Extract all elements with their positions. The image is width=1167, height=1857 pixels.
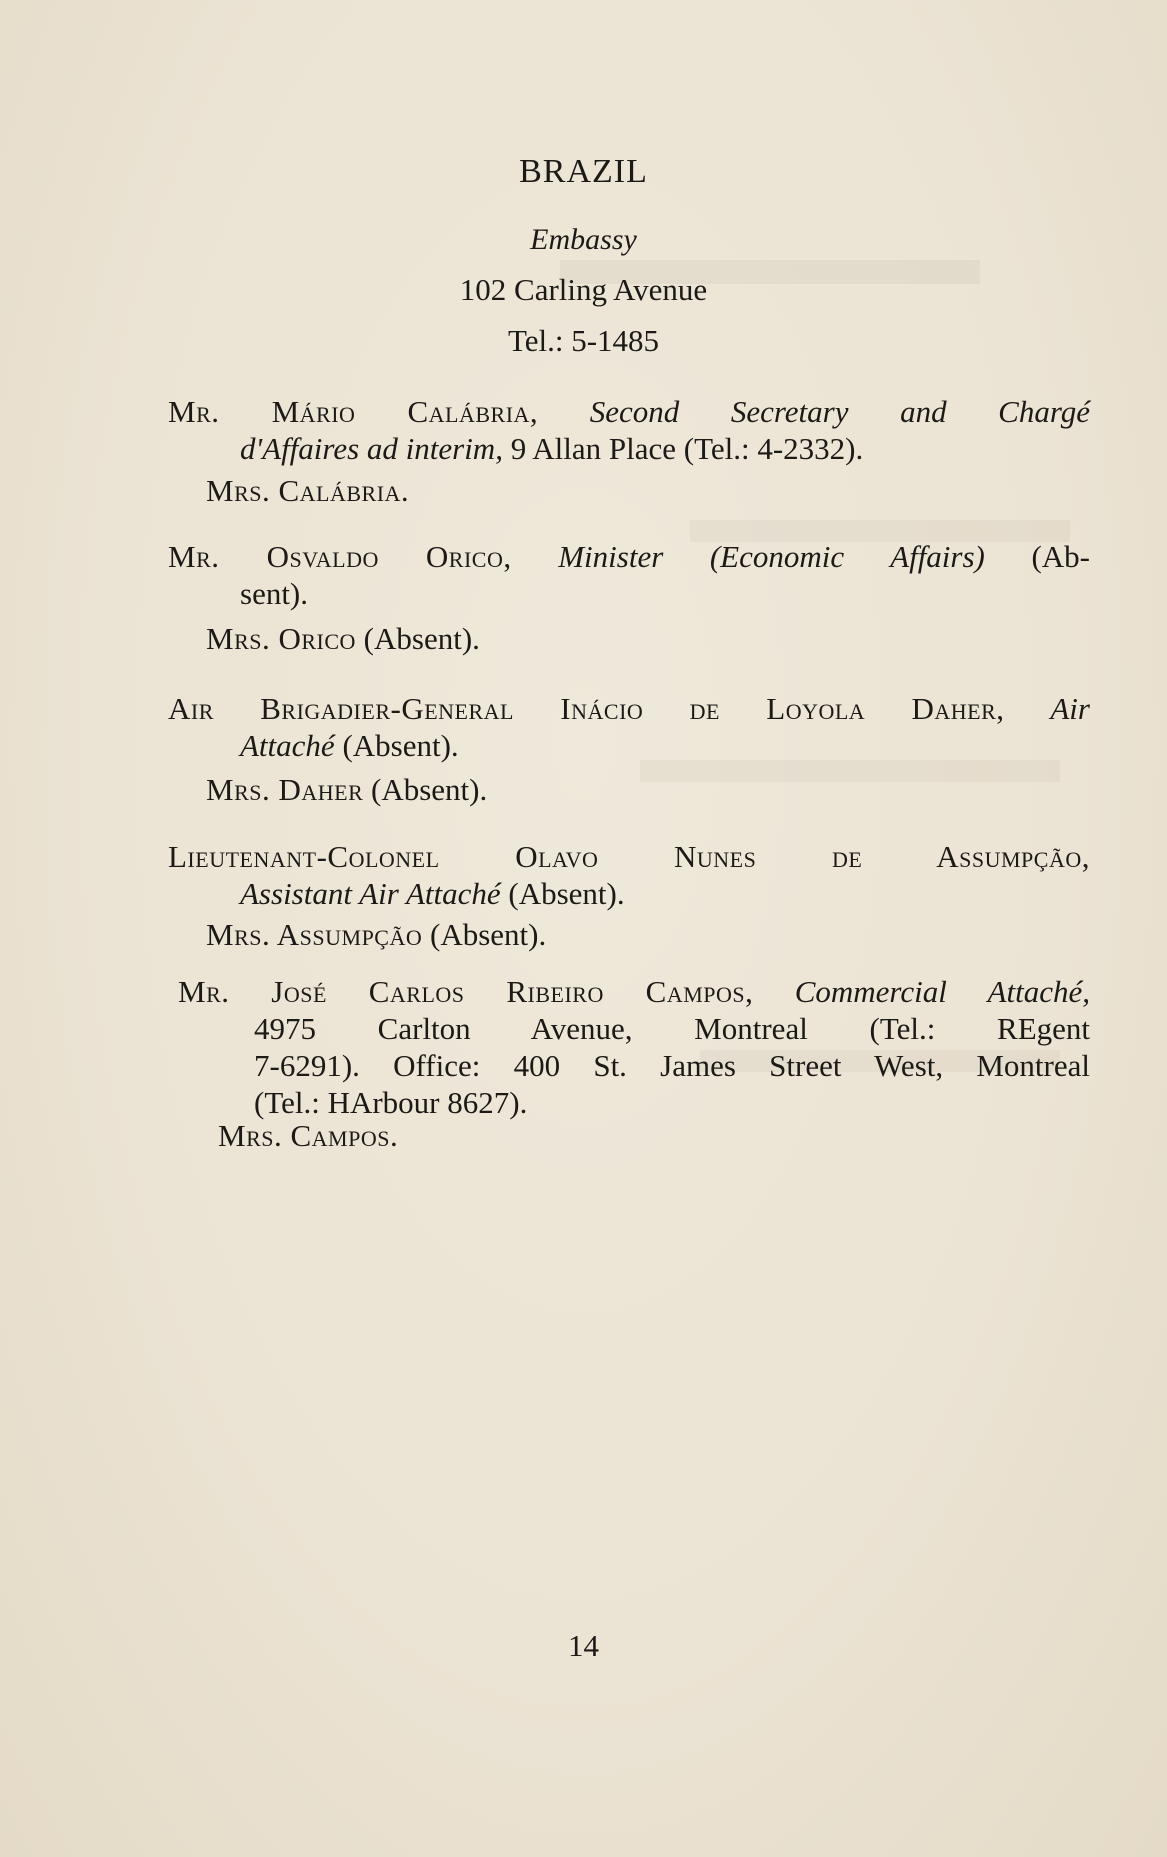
spouse-line — [206, 772, 487, 808]
diplomat-title: Second Secretary and Chargé — [589, 394, 1090, 429]
diplomat-name: Mr. José Carlos Ribeiro Campos, — [178, 974, 754, 1009]
diplomat-title-continued: Attaché — [240, 728, 335, 763]
diplomat-title: Assistant Air Attaché — [240, 876, 501, 911]
entry-continuation — [168, 575, 1090, 612]
diplomat-title: Minister (Economic Affairs) — [558, 539, 985, 574]
office-telephone: Tel.: 5-1485 — [507, 323, 660, 358]
diplomat-title-continued: d'Affaires ad interim, — [240, 431, 503, 466]
diplomat-entry — [168, 690, 1090, 764]
diplomat-name: Lieutenant-Colonel Olavo Nunes de Assumpção, — [168, 839, 1090, 874]
entry-continuation — [168, 727, 1090, 764]
diplomat-name: Mr. Mário Calábria, — [168, 394, 539, 429]
country-heading: BRAZIL — [519, 153, 648, 190]
entry-first-line — [168, 838, 1090, 875]
spouse-name: Mrs. Calábria. — [206, 473, 410, 508]
entry-first-line — [178, 973, 1090, 1010]
page-number: 14 — [568, 1628, 599, 1663]
spouse-status: (Absent). — [363, 621, 480, 656]
spouse-name: Mrs. Orico — [206, 621, 356, 656]
entry-continuation — [168, 430, 1090, 467]
spouse-status: (Absent). — [371, 772, 488, 807]
diplomat-address: 9 Allan Place (Tel.: 4-2332). — [510, 431, 864, 466]
entry-first-line — [168, 393, 1090, 430]
spouse-name: Mrs. Campos. — [218, 1118, 399, 1153]
diplomat-entry — [178, 973, 1090, 1121]
entry-continuation — [178, 1084, 1090, 1121]
entry-first-line — [168, 690, 1090, 727]
office-type: Embassy — [530, 223, 637, 256]
diplomat-status: (Ab- — [1031, 539, 1091, 574]
entry-first-line — [168, 538, 1090, 575]
diplomat-office-telephone: (Tel.: HArbour 8627). — [254, 1085, 528, 1120]
entry-continuation — [178, 1010, 1090, 1047]
spouse-line — [206, 621, 480, 657]
spouse-name: Mrs. Daher — [206, 772, 364, 807]
diplomat-name: Air Brigadier-General Inácio de Loyola Daher, — [168, 691, 1005, 726]
diplomat-entry — [168, 538, 1090, 612]
spouse-status: (Absent). — [430, 917, 547, 952]
entry-continuation — [178, 1047, 1090, 1084]
diplomat-status: (Absent). — [342, 728, 459, 763]
diplomat-status: (Absent). — [508, 876, 625, 911]
spouse-line — [206, 917, 546, 953]
diplomat-title: Commercial Attaché, — [794, 974, 1090, 1009]
spouse-name: Mrs. Assumpção — [206, 917, 423, 952]
diplomat-office: 7-6291). Office: 400 St. James Street West, Montreal — [254, 1048, 1090, 1083]
diplomat-name: Mr. Osvaldo Orico, — [168, 539, 512, 574]
diplomat-entry — [168, 393, 1090, 467]
entry-continuation — [168, 875, 1090, 912]
office-address: 102 Carling Avenue — [459, 272, 708, 307]
diplomat-title: Air — [1050, 691, 1090, 726]
diplomat-status-continued: sent). — [240, 576, 309, 611]
diplomat-address: 4975 Carlton Avenue, Montreal (Tel.: REgent — [254, 1011, 1090, 1046]
diplomat-entry — [168, 838, 1090, 912]
